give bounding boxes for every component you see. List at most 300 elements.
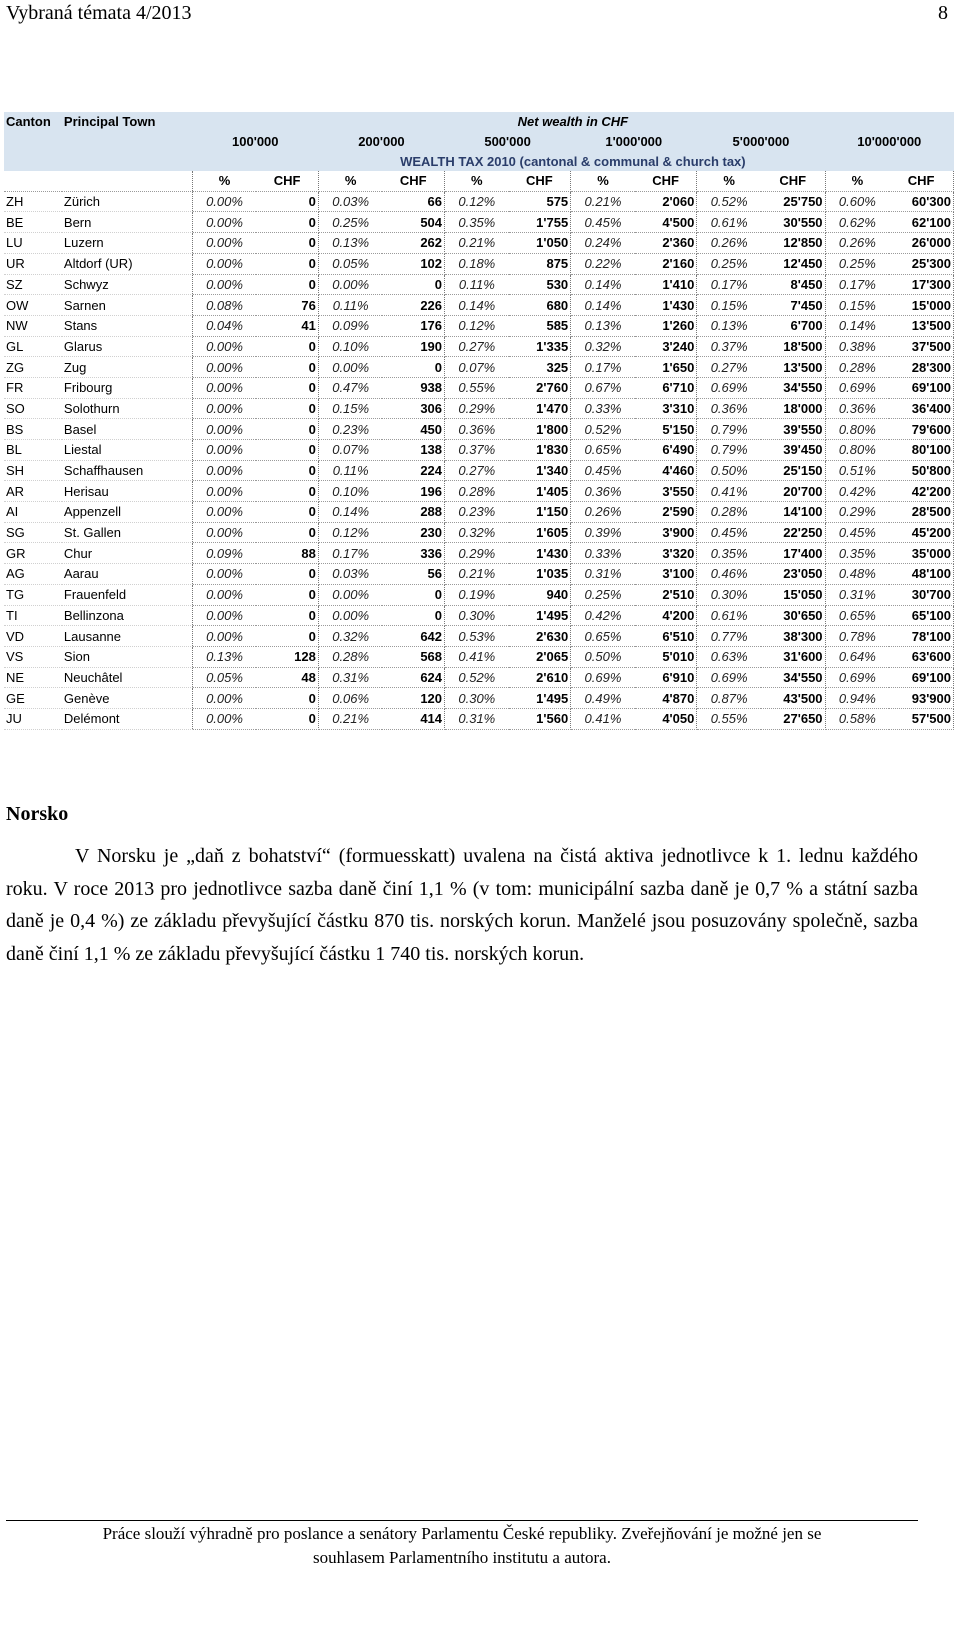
tax-rate-cell: 0.47% bbox=[318, 377, 382, 398]
tax-rate-cell: 0.35% bbox=[825, 543, 889, 564]
principal-town: Chur bbox=[62, 543, 192, 564]
tax-amount-cell: 3'240 bbox=[635, 336, 697, 357]
tax-amount-cell: 585 bbox=[509, 315, 571, 336]
tax-amount-cell: 14'100 bbox=[761, 502, 825, 523]
principal-town: Frauenfeld bbox=[62, 584, 192, 605]
principal-town: Aarau bbox=[62, 564, 192, 585]
canton-code: TG bbox=[4, 584, 62, 605]
tax-rate-cell: 0.27% bbox=[697, 357, 761, 378]
tax-amount-cell: 1'495 bbox=[509, 605, 571, 626]
tax-amount-cell: 25'300 bbox=[889, 253, 953, 274]
tax-amount-cell: 176 bbox=[382, 315, 444, 336]
tax-rate-cell: 0.52% bbox=[445, 667, 509, 688]
tax-rate-cell: 0.26% bbox=[571, 502, 635, 523]
tax-amount-cell: 0 bbox=[256, 626, 318, 647]
tax-rate-cell: 0.26% bbox=[825, 233, 889, 254]
tax-amount-cell: 0 bbox=[382, 274, 444, 295]
tax-rate-cell: 0.55% bbox=[445, 377, 509, 398]
tax-rate-cell: 0.45% bbox=[571, 460, 635, 481]
tax-amount-cell: 6'910 bbox=[635, 667, 697, 688]
table-row bbox=[4, 295, 954, 316]
tax-rate-cell: 0.23% bbox=[318, 419, 382, 440]
table-row bbox=[4, 398, 954, 419]
tax-amount-cell: 530 bbox=[509, 274, 571, 295]
tax-rate-cell: 0.80% bbox=[825, 440, 889, 461]
tax-rate-cell: 0.78% bbox=[825, 626, 889, 647]
tax-amount-cell: 48'100 bbox=[889, 564, 953, 585]
tax-amount-cell: 138 bbox=[382, 440, 444, 461]
tax-amount-cell: 642 bbox=[382, 626, 444, 647]
tax-amount-cell: 27'650 bbox=[761, 708, 825, 729]
tax-rate-cell: 0.00% bbox=[192, 398, 256, 419]
tax-amount-cell: 22'250 bbox=[761, 522, 825, 543]
tax-rate-cell: 0.14% bbox=[571, 295, 635, 316]
tax-rate-cell: 0.00% bbox=[192, 336, 256, 357]
tax-rate-cell: 0.26% bbox=[697, 233, 761, 254]
tax-rate-cell: 0.25% bbox=[825, 253, 889, 274]
tax-amount-cell: 15'000 bbox=[889, 295, 953, 316]
tax-rate-cell: 0.00% bbox=[318, 274, 382, 295]
tax-rate-cell: 0.80% bbox=[825, 419, 889, 440]
tax-amount-cell: 6'700 bbox=[761, 315, 825, 336]
tax-rate-cell: 0.18% bbox=[445, 253, 509, 274]
table-row bbox=[4, 626, 954, 647]
tax-rate-cell: 0.00% bbox=[192, 626, 256, 647]
tax-amount-cell: 190 bbox=[382, 336, 444, 357]
tax-rate-cell: 0.09% bbox=[318, 315, 382, 336]
tax-amount-cell: 15'050 bbox=[761, 584, 825, 605]
tax-amount-cell: 2'760 bbox=[509, 377, 571, 398]
tax-rate-cell: 0.35% bbox=[445, 212, 509, 233]
chf-subheader: CHF bbox=[635, 171, 697, 191]
tax-rate-cell: 0.45% bbox=[571, 212, 635, 233]
tax-amount-cell: 12'850 bbox=[761, 233, 825, 254]
tax-rate-cell: 0.36% bbox=[445, 419, 509, 440]
tax-rate-cell: 0.27% bbox=[445, 460, 509, 481]
tax-amount-cell: 575 bbox=[509, 191, 571, 212]
tax-rate-cell: 0.00% bbox=[192, 708, 256, 729]
tax-rate-cell: 0.21% bbox=[445, 564, 509, 585]
canton-code: NW bbox=[4, 315, 62, 336]
principal-town: Appenzell bbox=[62, 502, 192, 523]
pct-subheader: % bbox=[571, 171, 635, 191]
tax-amount-cell: 30'650 bbox=[761, 605, 825, 626]
canton-code: GL bbox=[4, 336, 62, 357]
tax-rate-cell: 0.30% bbox=[445, 605, 509, 626]
canton-code: SG bbox=[4, 522, 62, 543]
tax-rate-cell: 0.00% bbox=[192, 502, 256, 523]
tax-rate-cell: 0.21% bbox=[571, 191, 635, 212]
tax-rate-cell: 0.17% bbox=[697, 274, 761, 295]
canton-code: NE bbox=[4, 667, 62, 688]
tax-amount-cell: 13'500 bbox=[889, 315, 953, 336]
tax-amount-cell: 1'470 bbox=[509, 398, 571, 419]
canton-code: SO bbox=[4, 398, 62, 419]
canton-code: AI bbox=[4, 502, 62, 523]
canton-code: SZ bbox=[4, 274, 62, 295]
tax-rate-cell: 0.00% bbox=[192, 233, 256, 254]
tax-rate-cell: 0.13% bbox=[571, 315, 635, 336]
tax-amount-cell: 45'200 bbox=[889, 522, 953, 543]
principal-town: Solothurn bbox=[62, 398, 192, 419]
tax-amount-cell: 66 bbox=[382, 191, 444, 212]
amount-header: 10'000'000 bbox=[825, 132, 953, 152]
table-row bbox=[4, 357, 954, 378]
tax-amount-cell: 56 bbox=[382, 564, 444, 585]
tax-amount-cell: 0 bbox=[256, 502, 318, 523]
tax-amount-cell: 2'160 bbox=[635, 253, 697, 274]
pct-subheader: % bbox=[697, 171, 761, 191]
tax-rate-cell: 0.42% bbox=[825, 481, 889, 502]
tax-rate-cell: 0.69% bbox=[571, 667, 635, 688]
tax-amount-cell: 30'550 bbox=[761, 212, 825, 233]
pct-subheader: % bbox=[192, 171, 256, 191]
tax-amount-cell: 26'000 bbox=[889, 233, 953, 254]
tax-rate-cell: 0.00% bbox=[192, 191, 256, 212]
tax-amount-cell: 2'630 bbox=[509, 626, 571, 647]
tax-amount-cell: 1'340 bbox=[509, 460, 571, 481]
canton-code: OW bbox=[4, 295, 62, 316]
table-row bbox=[4, 543, 954, 564]
table-row bbox=[4, 481, 954, 502]
tax-amount-cell: 1'800 bbox=[509, 419, 571, 440]
tax-amount-cell: 43'500 bbox=[761, 688, 825, 709]
tax-amount-cell: 1'410 bbox=[635, 274, 697, 295]
tax-amount-cell: 38'300 bbox=[761, 626, 825, 647]
canton-code: ZG bbox=[4, 357, 62, 378]
table-row bbox=[4, 419, 954, 440]
tax-amount-cell: 0 bbox=[256, 274, 318, 295]
tax-amount-cell: 17'300 bbox=[889, 274, 953, 295]
tax-amount-cell: 3'320 bbox=[635, 543, 697, 564]
tax-rate-cell: 0.17% bbox=[571, 357, 635, 378]
tax-amount-cell: 5'150 bbox=[635, 419, 697, 440]
principal-town: Lausanne bbox=[62, 626, 192, 647]
tax-rate-cell: 0.09% bbox=[192, 543, 256, 564]
tax-rate-cell: 0.11% bbox=[318, 460, 382, 481]
canton-code: UR bbox=[4, 253, 62, 274]
tax-rate-cell: 0.00% bbox=[192, 274, 256, 295]
tax-amount-cell: 0 bbox=[256, 419, 318, 440]
tax-amount-cell: 28'500 bbox=[889, 502, 953, 523]
tax-rate-cell: 0.24% bbox=[571, 233, 635, 254]
canton-code: GR bbox=[4, 543, 62, 564]
tax-rate-cell: 0.32% bbox=[318, 626, 382, 647]
tax-rate-cell: 0.07% bbox=[445, 357, 509, 378]
tax-rate-cell: 0.14% bbox=[571, 274, 635, 295]
tax-amount-cell: 25'150 bbox=[761, 460, 825, 481]
tax-amount-cell: 76 bbox=[256, 295, 318, 316]
canton-code: GE bbox=[4, 688, 62, 709]
tax-amount-cell: 42'200 bbox=[889, 481, 953, 502]
tax-rate-cell: 0.53% bbox=[445, 626, 509, 647]
tax-amount-cell: 0 bbox=[256, 688, 318, 709]
tax-rate-cell: 0.17% bbox=[825, 274, 889, 295]
tax-amount-cell: 1'050 bbox=[509, 233, 571, 254]
tax-rate-cell: 0.51% bbox=[825, 460, 889, 481]
chf-subheader: CHF bbox=[761, 171, 825, 191]
tax-amount-cell: 1'830 bbox=[509, 440, 571, 461]
tax-amount-cell: 88 bbox=[256, 543, 318, 564]
tax-amount-cell: 18'500 bbox=[761, 336, 825, 357]
tax-amount-cell: 1'035 bbox=[509, 564, 571, 585]
tax-amount-cell: 0 bbox=[256, 460, 318, 481]
tax-amount-cell: 63'600 bbox=[889, 646, 953, 667]
tax-amount-cell: 2'065 bbox=[509, 646, 571, 667]
tax-amount-cell: 39'550 bbox=[761, 419, 825, 440]
canton-code: VD bbox=[4, 626, 62, 647]
tax-amount-cell: 0 bbox=[382, 357, 444, 378]
tax-amount-cell: 13'500 bbox=[761, 357, 825, 378]
table-row bbox=[4, 191, 954, 212]
tax-rate-cell: 0.46% bbox=[697, 564, 761, 585]
table-row bbox=[4, 688, 954, 709]
tax-rate-cell: 0.25% bbox=[697, 253, 761, 274]
tax-amount-cell: 2'060 bbox=[635, 191, 697, 212]
tax-amount-cell: 28'300 bbox=[889, 357, 953, 378]
principal-town: Altdorf (UR) bbox=[62, 253, 192, 274]
tax-rate-cell: 0.00% bbox=[192, 584, 256, 605]
tax-rate-cell: 0.33% bbox=[571, 543, 635, 564]
tax-rate-cell: 0.21% bbox=[318, 708, 382, 729]
tax-rate-cell: 0.28% bbox=[445, 481, 509, 502]
tax-rate-cell: 0.65% bbox=[571, 440, 635, 461]
tax-amount-cell: 35'000 bbox=[889, 543, 953, 564]
tax-amount-cell: 680 bbox=[509, 295, 571, 316]
col-header-canton: Canton bbox=[4, 112, 62, 132]
principal-town: Zug bbox=[62, 357, 192, 378]
tax-rate-cell: 0.69% bbox=[825, 377, 889, 398]
tax-amount-cell: 0 bbox=[256, 212, 318, 233]
tax-amount-cell: 875 bbox=[509, 253, 571, 274]
canton-code: TI bbox=[4, 605, 62, 626]
principal-town: Herisau bbox=[62, 481, 192, 502]
table-row bbox=[4, 315, 954, 336]
tax-amount-cell: 4'460 bbox=[635, 460, 697, 481]
tax-rate-cell: 0.52% bbox=[571, 419, 635, 440]
tax-amount-cell: 3'900 bbox=[635, 522, 697, 543]
principal-town: Sion bbox=[62, 646, 192, 667]
tax-rate-cell: 0.13% bbox=[697, 315, 761, 336]
principal-town: Bern bbox=[62, 212, 192, 233]
tax-amount-cell: 23'050 bbox=[761, 564, 825, 585]
tax-amount-cell: 4'200 bbox=[635, 605, 697, 626]
wealth-tax-table bbox=[4, 112, 954, 730]
tax-amount-cell: 128 bbox=[256, 646, 318, 667]
tax-amount-cell: 34'550 bbox=[761, 667, 825, 688]
tax-rate-cell: 0.00% bbox=[192, 564, 256, 585]
tax-rate-cell: 0.04% bbox=[192, 315, 256, 336]
tax-rate-cell: 0.30% bbox=[697, 584, 761, 605]
principal-town: Delémont bbox=[62, 708, 192, 729]
tax-amount-cell: 4'050 bbox=[635, 708, 697, 729]
principal-town: Zürich bbox=[62, 191, 192, 212]
tax-amount-cell: 230 bbox=[382, 522, 444, 543]
tax-rate-cell: 0.06% bbox=[318, 688, 382, 709]
page-header bbox=[6, 0, 948, 30]
tax-rate-cell: 0.00% bbox=[318, 605, 382, 626]
tax-amount-cell: 20'700 bbox=[761, 481, 825, 502]
tax-rate-cell: 0.13% bbox=[192, 646, 256, 667]
table-row bbox=[4, 502, 954, 523]
tax-rate-cell: 0.14% bbox=[318, 502, 382, 523]
tax-amount-cell: 2'590 bbox=[635, 502, 697, 523]
tax-amount-cell: 325 bbox=[509, 357, 571, 378]
table-row bbox=[4, 667, 954, 688]
tax-amount-cell: 79'600 bbox=[889, 419, 953, 440]
principal-town: Basel bbox=[62, 419, 192, 440]
tax-amount-cell: 0 bbox=[382, 605, 444, 626]
canton-code: SH bbox=[4, 460, 62, 481]
tax-rate-cell: 0.07% bbox=[318, 440, 382, 461]
tax-rate-cell: 0.61% bbox=[697, 605, 761, 626]
tax-rate-cell: 0.31% bbox=[445, 708, 509, 729]
tax-amount-cell: 306 bbox=[382, 398, 444, 419]
tax-rate-cell: 0.28% bbox=[825, 357, 889, 378]
canton-code: ZH bbox=[4, 191, 62, 212]
tax-rate-cell: 0.37% bbox=[445, 440, 509, 461]
amount-header: 5'000'000 bbox=[697, 132, 825, 152]
col-header-town: Principal Town bbox=[62, 112, 192, 132]
tax-amount-cell: 12'450 bbox=[761, 253, 825, 274]
tax-rate-cell: 0.41% bbox=[571, 708, 635, 729]
table-row bbox=[4, 233, 954, 254]
principal-town: Schaffhausen bbox=[62, 460, 192, 481]
tax-rate-cell: 0.77% bbox=[697, 626, 761, 647]
tax-rate-cell: 0.00% bbox=[192, 253, 256, 274]
pct-subheader: % bbox=[318, 171, 382, 191]
canton-code: LU bbox=[4, 233, 62, 254]
tax-amount-cell: 65'100 bbox=[889, 605, 953, 626]
principal-town: Glarus bbox=[62, 336, 192, 357]
table-row bbox=[4, 584, 954, 605]
tax-amount-cell: 6'490 bbox=[635, 440, 697, 461]
tax-rate-cell: 0.37% bbox=[697, 336, 761, 357]
tax-rate-cell: 0.00% bbox=[192, 688, 256, 709]
tax-rate-cell: 0.12% bbox=[318, 522, 382, 543]
tax-rate-cell: 0.23% bbox=[445, 502, 509, 523]
tax-rate-cell: 0.65% bbox=[825, 605, 889, 626]
tax-rate-cell: 0.29% bbox=[445, 543, 509, 564]
tax-amount-cell: 1'150 bbox=[509, 502, 571, 523]
tax-amount-cell: 31'600 bbox=[761, 646, 825, 667]
tax-amount-cell: 0 bbox=[256, 522, 318, 543]
tax-amount-cell: 4'870 bbox=[635, 688, 697, 709]
tax-rate-cell: 0.31% bbox=[825, 584, 889, 605]
tax-rate-cell: 0.00% bbox=[318, 584, 382, 605]
tax-amount-cell: 36'400 bbox=[889, 398, 953, 419]
tax-amount-cell: 1'260 bbox=[635, 315, 697, 336]
section-heading: Norsko bbox=[6, 803, 69, 825]
principal-town: Stans bbox=[62, 315, 192, 336]
table-row bbox=[4, 564, 954, 585]
tax-amount-cell: 30'700 bbox=[889, 584, 953, 605]
tax-amount-cell: 1'755 bbox=[509, 212, 571, 233]
tax-amount-cell: 1'495 bbox=[509, 688, 571, 709]
tax-amount-cell: 568 bbox=[382, 646, 444, 667]
tax-amount-cell: 3'100 bbox=[635, 564, 697, 585]
tax-amount-cell: 80'100 bbox=[889, 440, 953, 461]
canton-code: AG bbox=[4, 564, 62, 585]
tax-rate-cell: 0.31% bbox=[571, 564, 635, 585]
tax-amount-cell: 2'610 bbox=[509, 667, 571, 688]
tax-amount-cell: 3'550 bbox=[635, 481, 697, 502]
tax-rate-cell: 0.48% bbox=[825, 564, 889, 585]
tax-rate-cell: 0.29% bbox=[445, 398, 509, 419]
tax-rate-cell: 0.63% bbox=[697, 646, 761, 667]
tax-amount-cell: 1'650 bbox=[635, 357, 697, 378]
amount-header: 500'000 bbox=[445, 132, 571, 152]
principal-town: Fribourg bbox=[62, 377, 192, 398]
tax-amount-cell: 102 bbox=[382, 253, 444, 274]
tax-rate-cell: 0.05% bbox=[192, 667, 256, 688]
principal-town: Luzern bbox=[62, 233, 192, 254]
wealth-tax-header: WEALTH TAX 2010 (cantonal & communal & church tax) bbox=[192, 151, 953, 171]
tax-amount-cell: 18'000 bbox=[761, 398, 825, 419]
tax-amount-cell: 2'360 bbox=[635, 233, 697, 254]
tax-amount-cell: 262 bbox=[382, 233, 444, 254]
table-row bbox=[4, 522, 954, 543]
tax-rate-cell: 0.11% bbox=[318, 295, 382, 316]
tax-amount-cell: 938 bbox=[382, 377, 444, 398]
pct-subheader: % bbox=[825, 171, 889, 191]
tax-amount-cell: 624 bbox=[382, 667, 444, 688]
tax-amount-cell: 0 bbox=[256, 708, 318, 729]
tax-rate-cell: 0.50% bbox=[697, 460, 761, 481]
tax-rate-cell: 0.55% bbox=[697, 708, 761, 729]
tax-rate-cell: 0.52% bbox=[697, 191, 761, 212]
tax-amount-cell: 7'450 bbox=[761, 295, 825, 316]
tax-amount-cell: 6'710 bbox=[635, 377, 697, 398]
tax-rate-cell: 0.13% bbox=[318, 233, 382, 254]
tax-rate-cell: 0.00% bbox=[192, 377, 256, 398]
tax-amount-cell: 0 bbox=[256, 605, 318, 626]
tax-amount-cell: 69'100 bbox=[889, 667, 953, 688]
tax-rate-cell: 0.00% bbox=[192, 440, 256, 461]
tax-rate-cell: 0.45% bbox=[697, 522, 761, 543]
tax-amount-cell: 34'550 bbox=[761, 377, 825, 398]
tax-rate-cell: 0.15% bbox=[318, 398, 382, 419]
table-row bbox=[4, 440, 954, 461]
tax-rate-cell: 0.36% bbox=[697, 398, 761, 419]
tax-amount-cell: 41 bbox=[256, 315, 318, 336]
tax-amount-cell: 336 bbox=[382, 543, 444, 564]
amount-header: 100'000 bbox=[192, 132, 318, 152]
tax-amount-cell: 69'100 bbox=[889, 377, 953, 398]
tax-rate-cell: 0.94% bbox=[825, 688, 889, 709]
tax-rate-cell: 0.28% bbox=[697, 502, 761, 523]
tax-amount-cell: 4'500 bbox=[635, 212, 697, 233]
tax-rate-cell: 0.35% bbox=[697, 543, 761, 564]
tax-amount-cell: 17'400 bbox=[761, 543, 825, 564]
principal-town: Bellinzona bbox=[62, 605, 192, 626]
tax-amount-cell: 0 bbox=[256, 481, 318, 502]
tax-rate-cell: 0.22% bbox=[571, 253, 635, 274]
tax-rate-cell: 0.14% bbox=[825, 315, 889, 336]
chf-subheader: CHF bbox=[509, 171, 571, 191]
tax-rate-cell: 0.14% bbox=[445, 295, 509, 316]
tax-amount-cell: 1'560 bbox=[509, 708, 571, 729]
tax-rate-cell: 0.50% bbox=[571, 646, 635, 667]
principal-town: Liestal bbox=[62, 440, 192, 461]
tax-rate-cell: 0.32% bbox=[445, 522, 509, 543]
tax-rate-cell: 0.00% bbox=[192, 419, 256, 440]
tax-rate-cell: 0.10% bbox=[318, 481, 382, 502]
tax-rate-cell: 0.32% bbox=[571, 336, 635, 357]
page-number: 8 bbox=[938, 2, 948, 24]
table-row bbox=[4, 605, 954, 626]
tax-rate-cell: 0.65% bbox=[571, 626, 635, 647]
